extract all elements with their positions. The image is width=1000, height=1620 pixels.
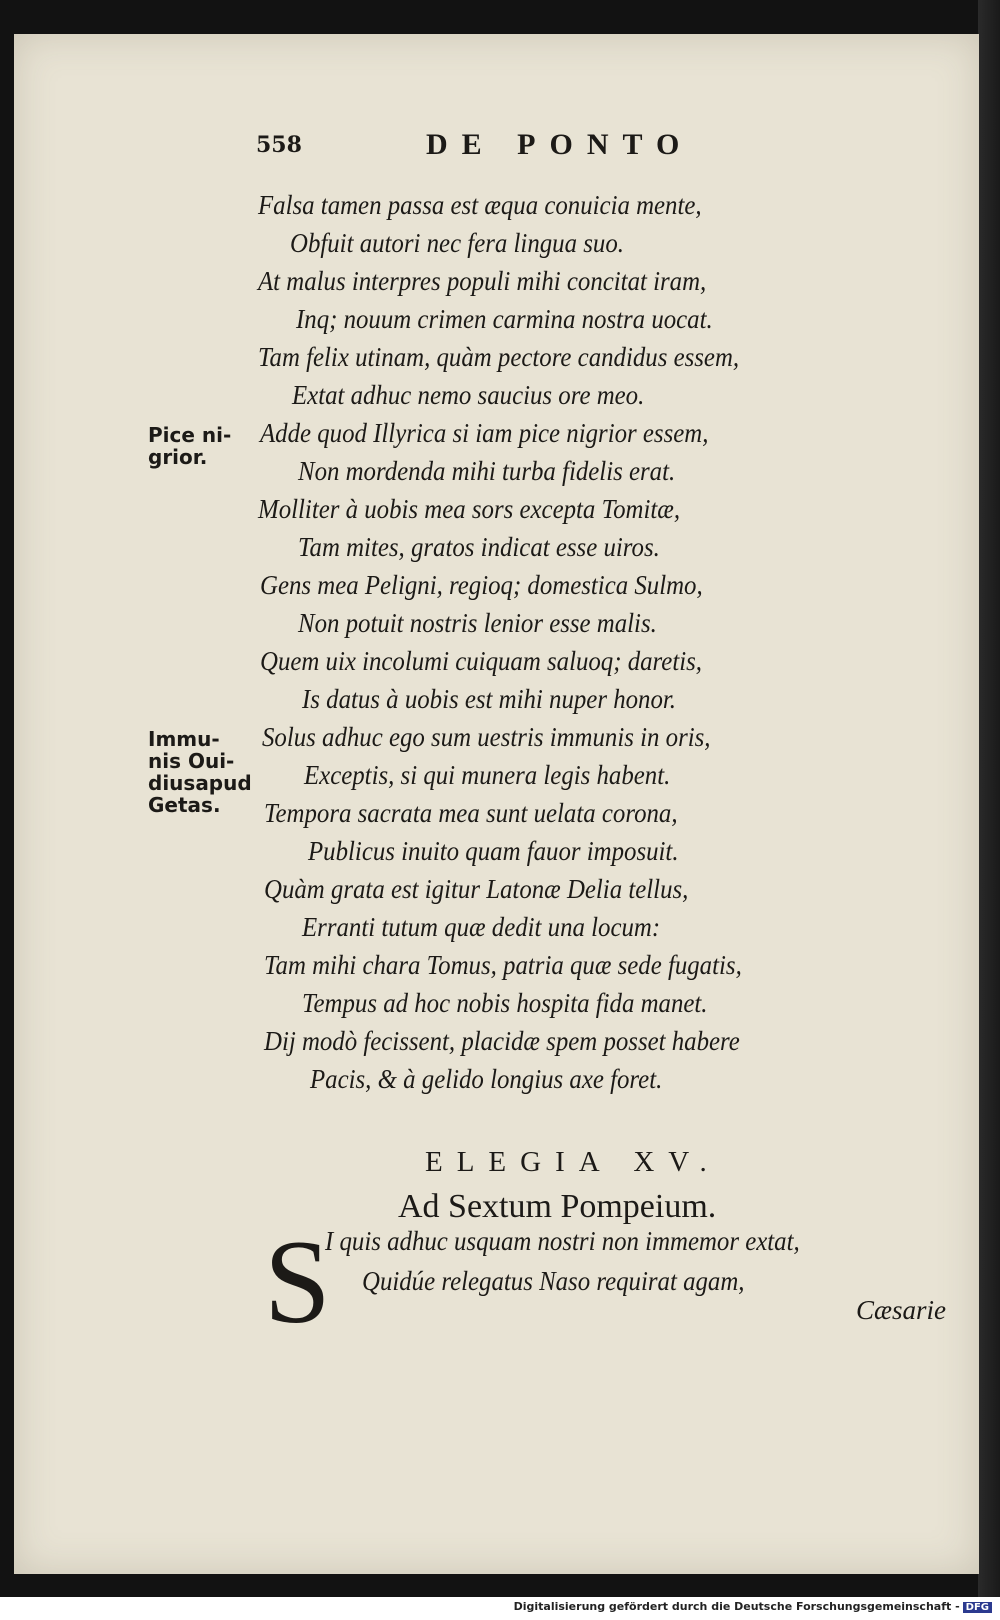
verse-line: Falsa tamen passa est æqua conuicia mente,: [258, 190, 702, 220]
running-head: DE PONTO: [426, 128, 694, 161]
verse-line: Tempora sacrata mea sunt uelata corona,: [264, 798, 678, 828]
footer-text: Digitalisierung gefördert durch die Deutsche Forschungsgemeinschaft -: [513, 1600, 960, 1613]
elegy-subtitle: Ad Sextum Pompeium.: [398, 1188, 717, 1225]
marginal-note: Immu- nis Oui- diusapud Getas.: [148, 727, 252, 817]
dfg-badge: DFG: [963, 1602, 992, 1613]
verse-line: Dij modò fecissent, placidæ spem posset habere: [264, 1026, 740, 1056]
verse-line: Quàm grata est igitur Latonæ Delia tellus,: [264, 874, 689, 904]
verse-line: Exceptis, si qui munera legis habent.: [304, 760, 671, 790]
page-number: 558: [256, 132, 302, 158]
verse-line: Tempus ad hoc nobis hospita fida manet.: [302, 988, 708, 1018]
elegy-line: I quis adhuc usquam nostri non immemor extat,: [325, 1226, 800, 1256]
verse-line: Molliter à uobis mea sors excepta Tomitæ,: [258, 494, 681, 524]
verse-line: Pacis, & à gelido longius axe foret.: [310, 1064, 663, 1094]
verse-line: At malus interpres populi mihi concitat iram,: [258, 266, 707, 296]
verse-line: Tam mites, gratos indicat esse uiros.: [298, 532, 660, 562]
elegy-title: ELEGIA XV.: [425, 1146, 721, 1178]
catchword: Cæsarie: [856, 1295, 947, 1325]
page-header: [256, 128, 776, 168]
verse-line: Tam felix utinam, quàm pectore candidus essem,: [258, 342, 740, 372]
verse-line: Non mordenda mihi turba fidelis erat.: [298, 456, 676, 486]
verse-line: Obfuit autori nec fera lingua suo.: [290, 228, 624, 258]
verse-line: Non potuit nostris lenior esse malis.: [298, 608, 657, 638]
drop-cap: S: [264, 1215, 331, 1348]
elegy-line: Quidúe relegatus Naso requirat agam,: [362, 1266, 745, 1296]
verse-line: Erranti tutum quæ dedit una locum:: [302, 912, 661, 942]
book-edge: [978, 0, 1000, 1597]
verse-line: Solus adhuc ego sum uestris immunis in oris,: [262, 722, 711, 752]
verse-line: Tam mihi chara Tomus, patria quæ sede fugatis,: [264, 950, 742, 980]
verse-line: Inq; nouum crimen carmina nostra uocat.: [296, 304, 713, 334]
verse-line: Publicus inuito quam fauor imposuit.: [308, 836, 679, 866]
verse-line: Gens mea Peligni, regioq; domestica Sulmo,: [260, 570, 703, 600]
verse-line: Quem uix incolumi cuiquam saluoq; daretis,: [260, 646, 703, 676]
verse-line: Adde quod Illyrica si iam pice nigrior essem,: [260, 418, 709, 448]
verse-line: Extat adhuc nemo saucius ore meo.: [292, 380, 645, 410]
digitization-footer: [514, 1600, 992, 1613]
verse-line: Is datus à uobis est mihi nuper honor.: [302, 684, 677, 714]
marginal-note: Pice ni- grior.: [148, 423, 232, 469]
